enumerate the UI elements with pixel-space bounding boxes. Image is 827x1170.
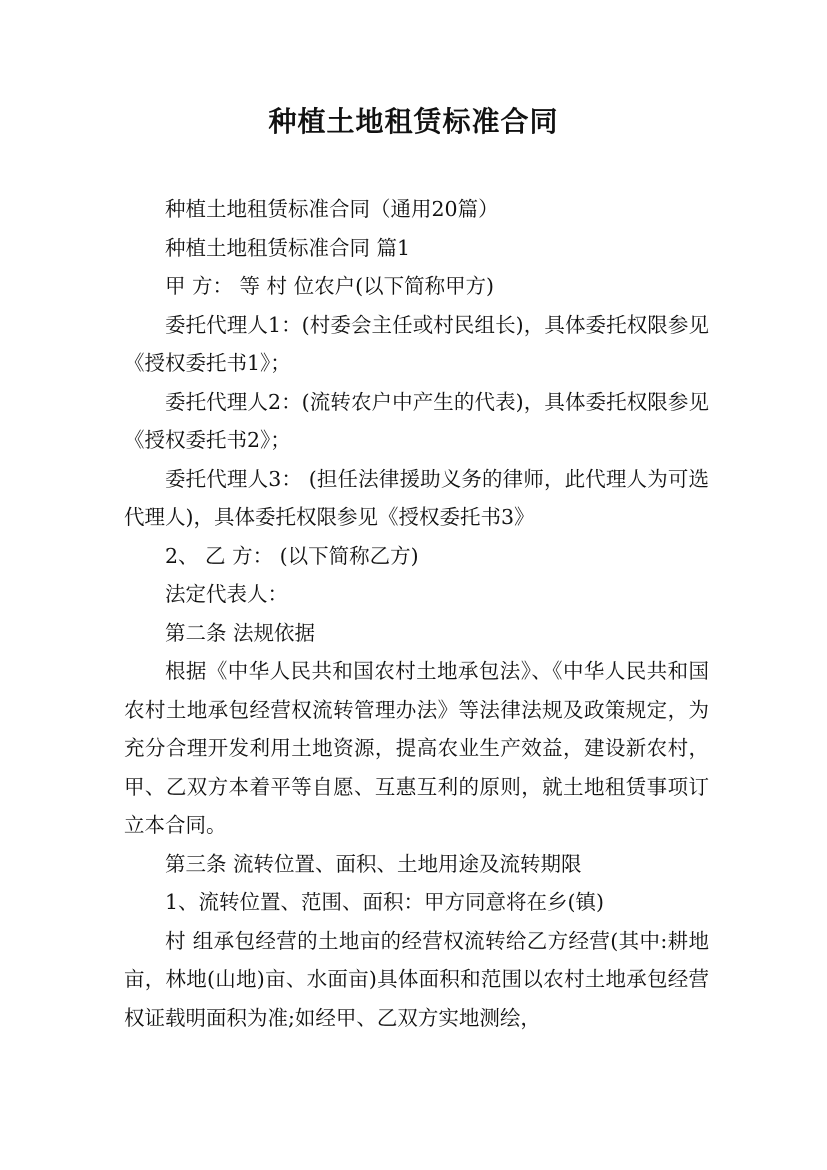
paragraph-agent-1: 委托代理人1：(村委会主任或村民组长)，具体委托权限参见《授权委托书1》； [124, 312, 709, 375]
paragraph-article-3-heading: 第三条 流转位置、面积、土地用途及流转期限 [165, 851, 582, 876]
paragraph-collection-title: 种植土地租赁标准合同（通用20篇） [165, 197, 499, 221]
document-title: 种植土地租赁标准合同 [268, 105, 559, 138]
paragraph-article-3-item-1: 1、流转位置、范围、面积：甲方同意将在乡(镇) [165, 890, 605, 914]
paragraph-agent-2: 委托代理人2：(流转农户中产生的代表)，具体委托权限参见《授权委托书2》； [124, 389, 709, 452]
paragraph-legal-representative: 法定代表人： [165, 582, 288, 606]
paragraph-contract-heading: 种植土地租赁标准合同 篇1 [165, 235, 411, 260]
paragraph-article-2-heading: 第二条 法规依据 [165, 620, 316, 645]
paragraph-party-b: 2、 乙 方： (以下简称乙方) [165, 543, 419, 568]
paragraph-article-3-item-1-continued: 村 组承包经营的土地亩的经营权流转给乙方经营(其中:耕地亩，林地(山地)亩、水面亩)具体面积和范围以农村土地承包经营权证载明面积为准;如经甲、乙双方实地测绘， [124, 928, 709, 1030]
paragraph-agent-3: 委托代理人3： (担任法律援助义务的律师，此代理人为可选代理人)，具体委托权限参见《授权委托书3》 [124, 466, 709, 529]
document-body [124, 190, 709, 1037]
paragraph-party-a: 甲 方： 等 村 位农户(以下简称甲方) [165, 274, 495, 298]
paragraph-article-2-body: 根据《中华人民共和国农村土地承包法》、《中华人民共和国农村土地承包经营权流转管理办法》等法律法规及政策规定，为充分合理开发利用土地资源，提高农业生产效益，建设新农村，甲、乙双方本着平等自愿、互惠互利的原则，就土地租赁事项订立本合同。 [124, 659, 709, 837]
